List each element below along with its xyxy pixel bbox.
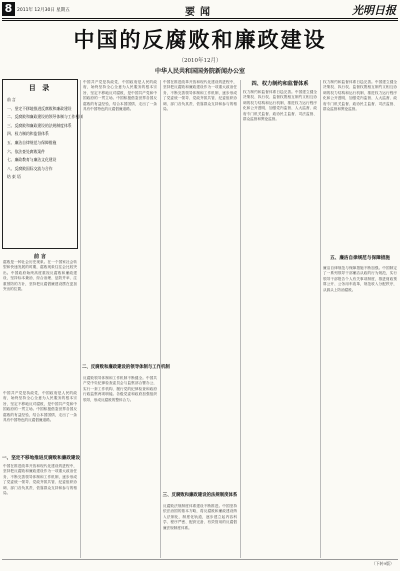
page-number: 8 [2, 2, 15, 16]
section-heading-2: 二、反腐败和廉政建设的领导体制与工作机制 [82, 365, 170, 370]
section-heading-foreword: 前 言 [33, 254, 47, 260]
masthead-rule-thin [2, 20, 398, 21]
toc-item: 三、反腐败和廉政建设的法规制度体系 [7, 122, 72, 128]
column-text: 中国在推进改革开放和现代化建设的进程中，坚持把反腐败和廉政建设作为一项重大政治任务，不断完善领导体制和工作机制，逐步形成了党委统一领导、党政齐抓共管、纪委组织协调、部门各负其责、依靠群众支持和参与的格局。 [163, 80, 237, 112]
toc-item: 二、反腐败和廉政建设的领导体制与工作机制 [7, 114, 83, 120]
table-of-contents [2, 79, 83, 249]
toc-item: 八、反腐败国际交流与合作 [7, 165, 53, 171]
section-heading-1: 一、坚定不移地推进反腐败和廉政建设 [2, 456, 81, 461]
column-text: 中国共产党是执政党，中国政府是人民的政府，始终坚持全心全意为人民服务的根本宗旨，坚定不移地反对腐败，是中国共产党和中国政府的一贯立场。中国积极借鉴世界各国反腐败的有益经验，结合本国国情，走出了一条具有中国特色的反腐倡廉道路。 [83, 80, 157, 112]
section-heading-3: 三、反腐败和廉政建设的法规制度体系 [162, 493, 238, 498]
column-text: 中国在推进改革开放和现代化建设的进程中，坚持把反腐败和廉政建设作为一项重大政治任务，不断完善领导体制和工作机制，逐步形成了党委统一领导、党政齐抓共管、纪委组织协调、部门各负其责、依靠群众支持和参与的格局。 [3, 464, 77, 496]
column-divider [80, 80, 81, 558]
column-text: 权力制约和监督体系日趋完善。中国建立健全决策权、执行权、监督权既相互制约又相互协调的权力结构和运行机制，推进权力运行程序化和公开透明，加强党内监督、人大监督、政府专门机关监督、政协民主监督、司法监督、群众监督和舆论监督。 [243, 90, 317, 122]
toc-item: 六、依法查处腐败案件 [7, 148, 45, 154]
bottom-rule [2, 559, 398, 560]
section-heading-4: 四、权力制约和监督体系 [251, 81, 309, 87]
column-text: 反腐败领导体制和工作机制不断健全。中国共产党中央纪律检查委员会与监察部合署办公，实行一套工作机构、履行党的纪律检查和政府行政监察两项职能。各级党委和政府加强组织领导，形成反腐败的整体合力。 [83, 376, 157, 402]
column-text: 中国共产党是执政党，中国政府是人民的政府，始终坚持全心全意为人民服务的根本宗旨，坚定不移地反对腐败，是中国共产党和中国政府的一贯立场。中国积极借鉴世界各国反腐败的有益经验，结合本国国情，走出了一条具有中国特色的反腐倡廉道路。 [3, 391, 77, 423]
toc-heading: 目 录 [28, 84, 52, 92]
column-divider [160, 80, 161, 558]
section-label: 要闻 [185, 7, 215, 18]
section-heading-5: 五、廉洁自律规范与保障措施 [330, 256, 390, 261]
newspaper-logo: 光明日报 [352, 4, 396, 17]
toc-item: 前 言 [7, 97, 16, 102]
article-issuer: 中华人民共和国国务院新闻办公室 [154, 68, 245, 75]
masthead-rule [2, 18, 398, 19]
column-divider [320, 80, 321, 558]
column-text: 权力制约和监督体系日趋完善。中国建立健全决策权、执行权、监督权既相互制约又相互协调的权力结构和运行机制，推进权力运行程序化和公开透明，加强党内监督、人大监督、政府专门机关监督、政协民主监督、司法监督、群众监督和舆论监督。 [323, 80, 397, 112]
toc-item: 七、廉政教育与廉洁文化建设 [7, 157, 57, 163]
issue-date: 2011年 12月30日 星期五 [17, 8, 70, 13]
toc-item: 结 束 语 [7, 174, 21, 180]
column-text: 反腐败法规制度体系建设不断推进。中国坚持依法治国的基本方略，将反腐败和廉政建设纳入法制化、制度化轨道，逐步建立起内容科学、程序严密、配套完备、有效管用的反腐倡廉法规制度体系。 [163, 504, 237, 530]
toc-item: 一、坚定不移地推进反腐败和廉政建设 [7, 105, 72, 111]
continuation-note: （下转9版） [371, 561, 394, 566]
column-text: 廉洁自律规范与保障措施不断加强。中国制定了一系列领导干部廉洁从政的行为规范，实行领导干部报告个人有关事项制度，推进财政预算公开、公务用车改革，规范收入分配秩序，从源头上防治腐败。 [323, 266, 397, 292]
column-divider [240, 80, 241, 558]
column-text-foreword: 腐败是一种社会历史现象。在一个国家社会转型和快速发展的时期，腐败现象往往会比较突出。中国政府始终高度重视反腐败和廉政建设，坚持标本兼治、综合治理、惩防并举、注重预防的方针，坚持把反腐倡廉建设摆在更加突出的位置。 [3, 260, 77, 292]
toc-item: 四、权力制约和监督体系 [7, 131, 49, 137]
article-date-line: （2010年12月） [178, 58, 222, 64]
toc-list [7, 96, 83, 182]
masthead [0, 0, 400, 20]
article-title: 中国的反腐败和廉政建设 [73, 28, 327, 52]
toc-item: 五、廉洁自律规范与保障措施 [7, 139, 57, 145]
